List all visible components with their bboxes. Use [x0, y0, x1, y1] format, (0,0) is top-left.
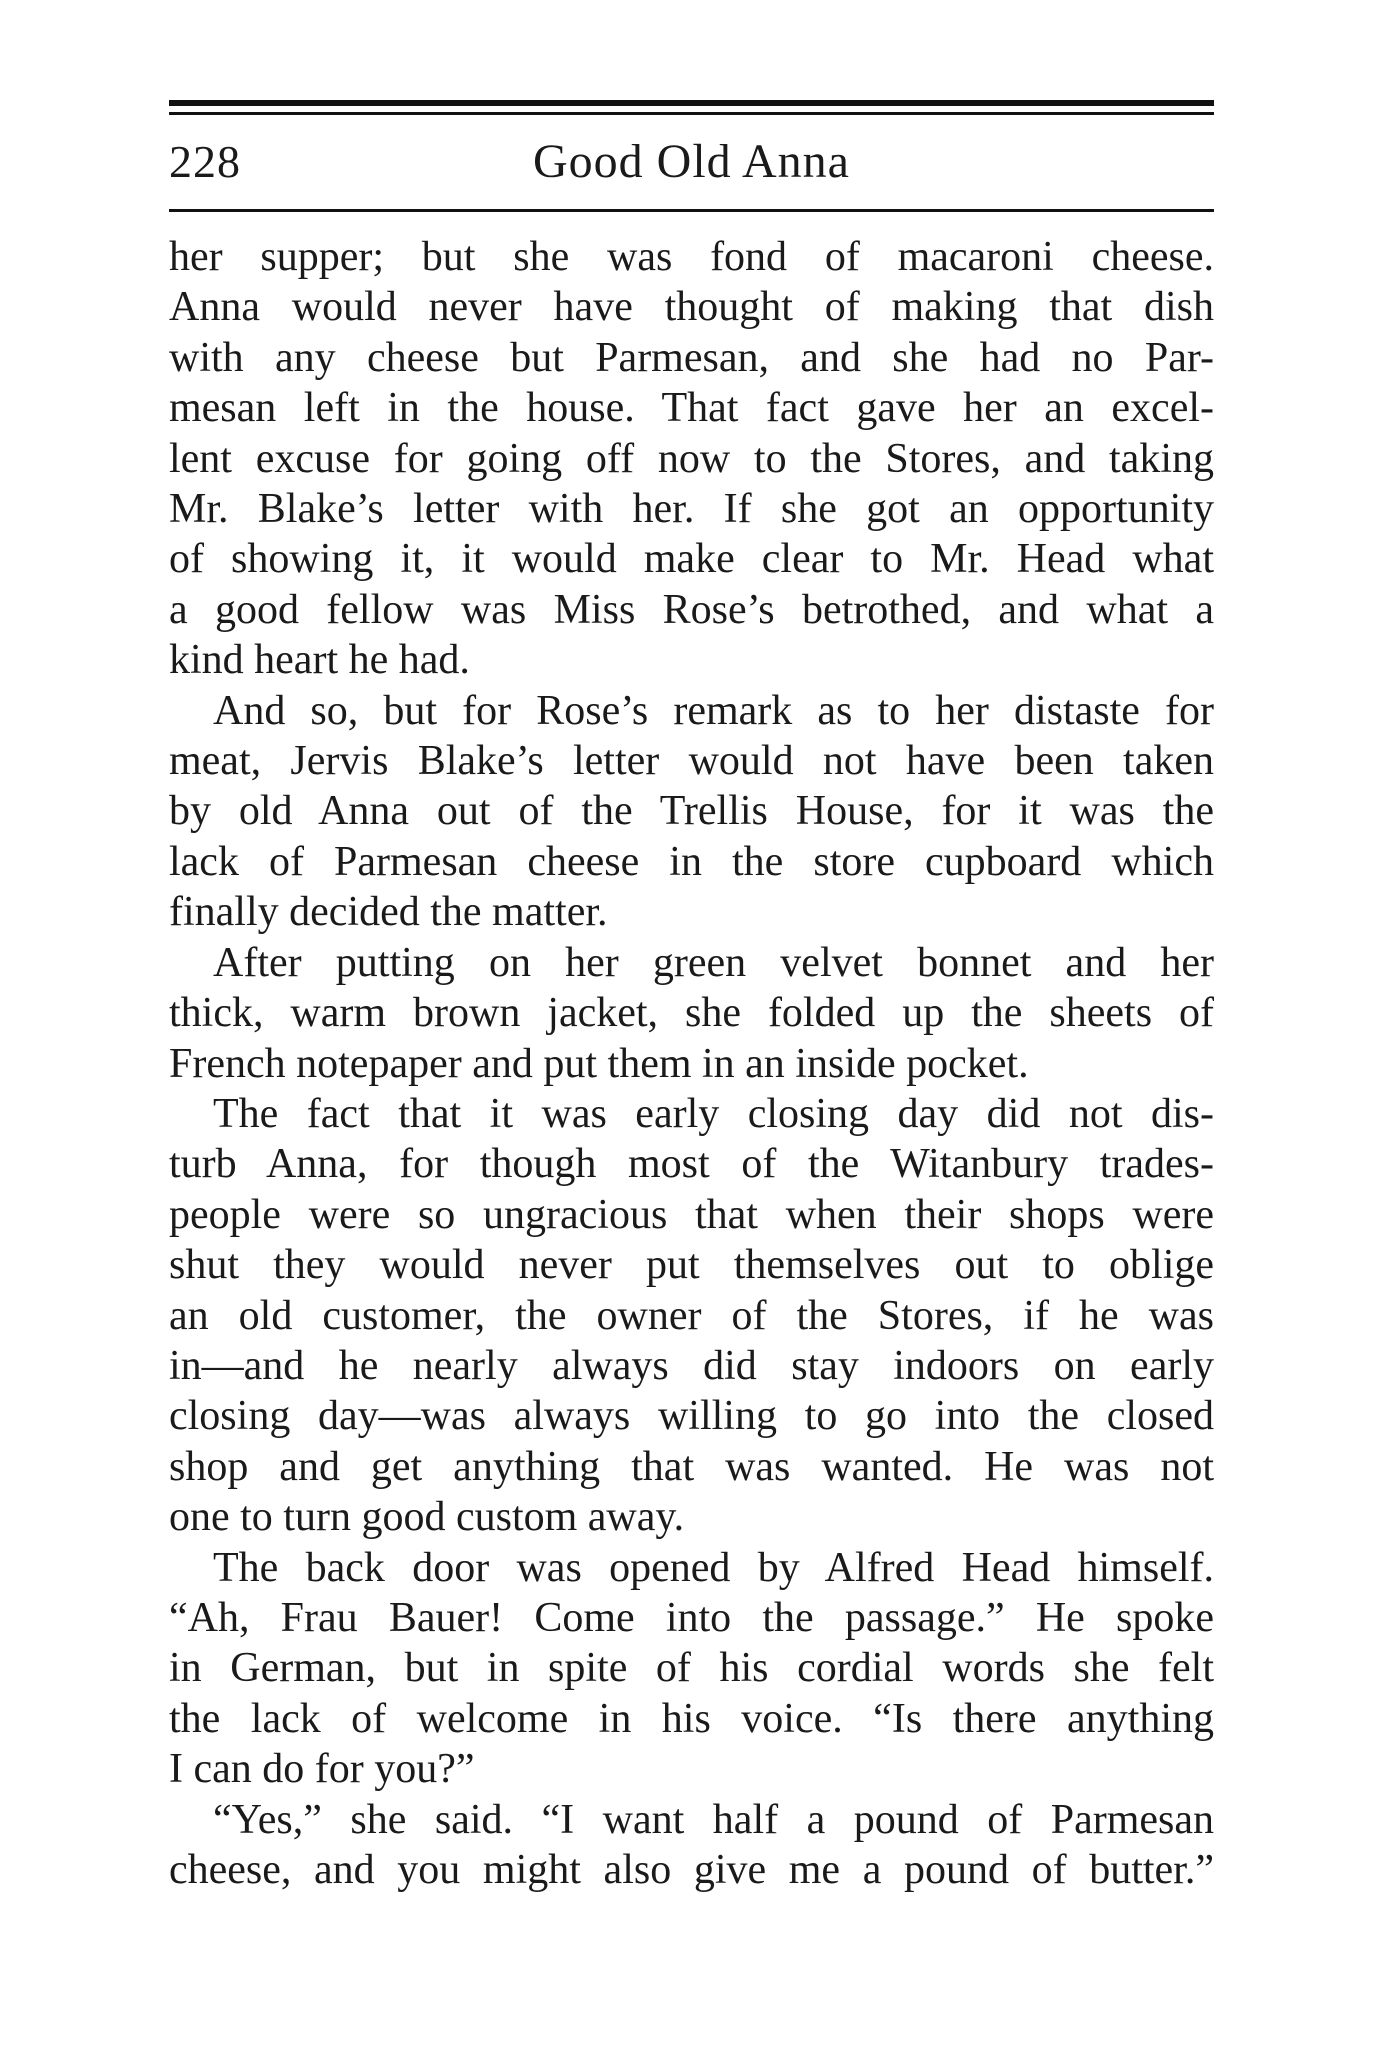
text-line: turb Anna, for though most of the Witanbury trades- [169, 1141, 1214, 1188]
text-line: one to turn good custom away. [169, 1494, 685, 1541]
text-line: by old Anna out of the Trellis House, for it was the [169, 788, 1214, 835]
text-line: with any cheese but Parmesan, and she had no Par- [169, 334, 1214, 381]
paragraph [169, 1089, 1214, 1543]
header-rule-thin [169, 112, 1214, 115]
text-line: mesan left in the house. That fact gave her an excel- [169, 385, 1214, 432]
text-line: closing day—was always willing to go into the closed [169, 1393, 1214, 1440]
text-line: cheese, and you might also give me a pound of butter.” [169, 1847, 1214, 1893]
text-line: And so, but for Rose’s remark as to her distaste for [213, 687, 1214, 734]
text-line: people were so ungracious that when their shops were [169, 1191, 1214, 1238]
text-line: a good fellow was Miss Rose’s betrothed, and what a [169, 586, 1214, 633]
text-line: of showing it, it would make clear to Mr. Head what [169, 536, 1214, 583]
text-line: “Ah, Frau Bauer! Come into the passage.” He spoke [169, 1594, 1214, 1641]
text-line: The fact that it was early closing day did not dis- [213, 1090, 1214, 1137]
paragraph [169, 1543, 1214, 1795]
text-line: After putting on her green velvet bonnet and her [213, 939, 1214, 986]
paragraph [169, 1795, 1214, 1896]
text-line: shop and get anything that was wanted. He was not [169, 1443, 1214, 1490]
text-line: lent excuse for going off now to the Stores, and taking [169, 435, 1214, 482]
text-line: I can do for you?” [169, 1746, 475, 1793]
paragraph [169, 938, 1214, 1089]
text-line: her supper; but she was fond of macaroni cheese. [169, 234, 1214, 280]
text-line: The back door was opened by Alfred Head himself. [213, 1544, 1214, 1591]
page-number: 228 [169, 136, 241, 187]
text-line: “Yes,” she said. “I want half a pound of Parmesan [213, 1796, 1214, 1843]
header-rule-bottom [169, 209, 1214, 212]
paragraph [169, 686, 1214, 938]
text-line: in—and he nearly always did stay indoors on early [169, 1342, 1214, 1389]
text-line: kind heart he had. [169, 637, 470, 684]
text-line: French notepaper and put them in an inside pocket. [169, 1040, 1029, 1087]
text-line: finally decided the matter. [169, 889, 608, 936]
text-line: shut they would never put themselves out to oblige [169, 1242, 1214, 1289]
running-title: Good Old Anna [533, 135, 850, 188]
text-line: lack of Parmesan cheese in the store cupboard which [169, 838, 1214, 885]
text-line: an old customer, the owner of the Stores, if he was [169, 1292, 1214, 1339]
header-rule-thick [169, 100, 1214, 106]
text-line: meat, Jervis Blake’s letter would not have been taken [169, 738, 1214, 785]
text-line: the lack of welcome in his voice. “Is there anything [169, 1695, 1214, 1742]
text-line: thick, warm brown jacket, she folded up the sheets of [169, 990, 1214, 1037]
text-line: in German, but in spite of his cordial words she felt [169, 1645, 1214, 1692]
text-line: Mr. Blake’s letter with her. If she got an opportunity [169, 486, 1214, 533]
text-line: Anna would never have thought of making that dish [169, 284, 1214, 331]
body-text [169, 232, 1214, 1895]
paragraph [169, 232, 1214, 686]
